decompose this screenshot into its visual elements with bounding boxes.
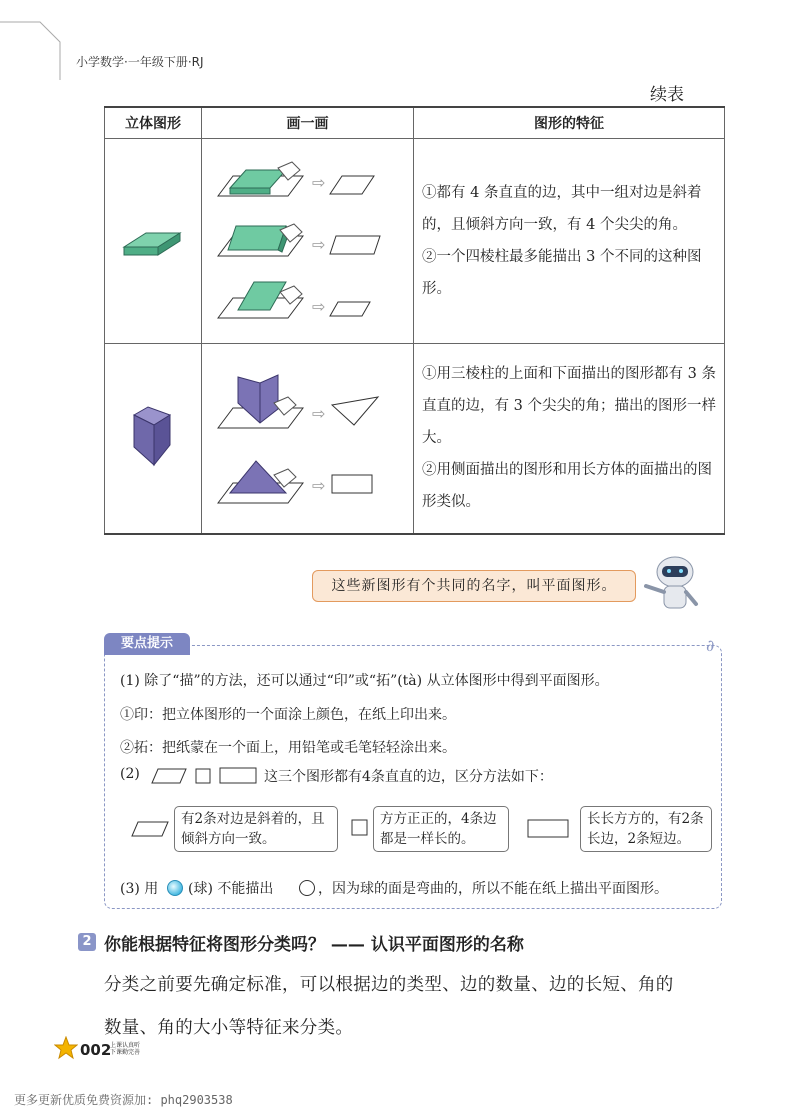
feature-cell-quad-prism — [414, 139, 725, 344]
footer-slogan — [110, 1042, 140, 1056]
slogan-line: 下课勤完善 — [110, 1049, 141, 1056]
note-rectangle: 长长方方的，有2条长边，2条短边。 — [580, 806, 712, 852]
key-point-line-5-end: ，因为球的面是弯曲的，所以不能在纸上描出平面图形。 — [318, 881, 668, 897]
col-header-solid: 立体图形 — [105, 107, 202, 139]
bottom-resource-note: 更多更新优质免费资源加: phq2903538 — [14, 1093, 233, 1107]
svg-text:⇨: ⇨ — [311, 173, 325, 192]
svg-text:⇨: ⇨ — [311, 297, 325, 316]
table-continued-label: 续表 — [650, 85, 684, 105]
svg-text:⇨: ⇨ — [311, 404, 325, 424]
key-point-line-1: (1) 除了“描”的方法，还可以通过“印”或“拓”(tà) 从立体图形中得到平面图形。 — [120, 673, 609, 689]
three-quadrilaterals-icon — [150, 765, 260, 785]
feature-cell-tri-prism — [414, 344, 725, 534]
col-header-draw: 画一画 — [202, 107, 414, 139]
col-header-features: 图形的特征 — [414, 107, 725, 139]
solid-cell-quad-prism — [105, 139, 202, 344]
section-title: 你能根据特征将图形分类吗？ —— 认识平面图形的名称 — [104, 935, 524, 955]
key-point-line-4-text: 这三个图形都有4条直直的边，区分方法如下： — [264, 769, 553, 785]
svg-text:⇨: ⇨ — [311, 476, 325, 496]
page-corner-decoration — [0, 0, 80, 80]
key-point-line-5-prefix: (3) 用 — [120, 881, 159, 897]
key-point-line-5-mid: (球) 不能描出 — [188, 881, 274, 897]
feature-text: ②用侧面描出的图形和用长方体的面描出的图形类似。 — [422, 462, 712, 511]
body-text-line-1: 分类之前要先确定标准，可以根据边的类型、边的数量、边的长短、角的 — [104, 975, 674, 995]
feature-text: ②一个四棱柱最多能描出 3 个不同的这种图形。 — [422, 249, 702, 297]
draw-cell-tri-prism — [202, 344, 414, 534]
key-point-line-3: ②拓：把纸蒙在一个面上，用铅笔或毛笔轻轻涂出来。 — [120, 740, 456, 756]
paperclip-icon: ∂ — [706, 636, 715, 655]
key-point-line-2: ①印：把立体图形的一个面涂上颜色，在纸上印出来。 — [120, 707, 456, 723]
shape-feature-table — [104, 106, 725, 535]
feature-text: ①用三棱柱的上面和下面描出的图形都有 3 条直直的边，有 3 个尖尖的角；描出的图形一样大。 — [422, 366, 716, 447]
note-square: 方方正正的，4条边都是一样长的。 — [373, 806, 509, 852]
section-number-badge: 2 — [78, 933, 96, 951]
page-number: 002 — [80, 1041, 112, 1059]
square-icon — [350, 818, 370, 838]
tracing-illustration-parallelogram — [208, 146, 408, 336]
key-point-line-4-prefix: (2) — [120, 766, 140, 782]
sphere-icon — [166, 879, 184, 897]
robot-speech-bubble: 这些新图形有个共同的名字，叫平面图形。 — [312, 570, 636, 602]
key-points-title: 要点提示 — [104, 633, 190, 655]
svg-text:⇨: ⇨ — [311, 235, 325, 254]
star-mascot-icon — [54, 1036, 78, 1060]
note-parallelogram: 有2条对边是斜着的，且倾斜方向一致。 — [174, 806, 338, 852]
parallelogram-icon — [130, 818, 172, 838]
circle-outline-icon — [298, 879, 316, 897]
tracing-illustration-triangle — [208, 353, 408, 523]
body-text-line-2: 数量、角的大小等特征来分类。 — [104, 1018, 354, 1038]
solid-cell-tri-prism — [105, 344, 202, 534]
robot-mascot-icon — [640, 550, 710, 612]
rectangle-icon — [526, 818, 572, 840]
book-title: 小学数学·一年级下册·RJ — [76, 55, 204, 69]
slogan-line: 上课认真听 — [110, 1042, 141, 1049]
draw-cell-quad-prism — [202, 139, 414, 344]
feature-text: ①都有 4 条直直的边，其中一组对边是斜着的，且倾斜方向一致，有 4 个尖尖的角。 — [422, 185, 702, 233]
triangular-prism-image — [128, 403, 178, 473]
quadrilateral-prism-image — [118, 221, 188, 261]
